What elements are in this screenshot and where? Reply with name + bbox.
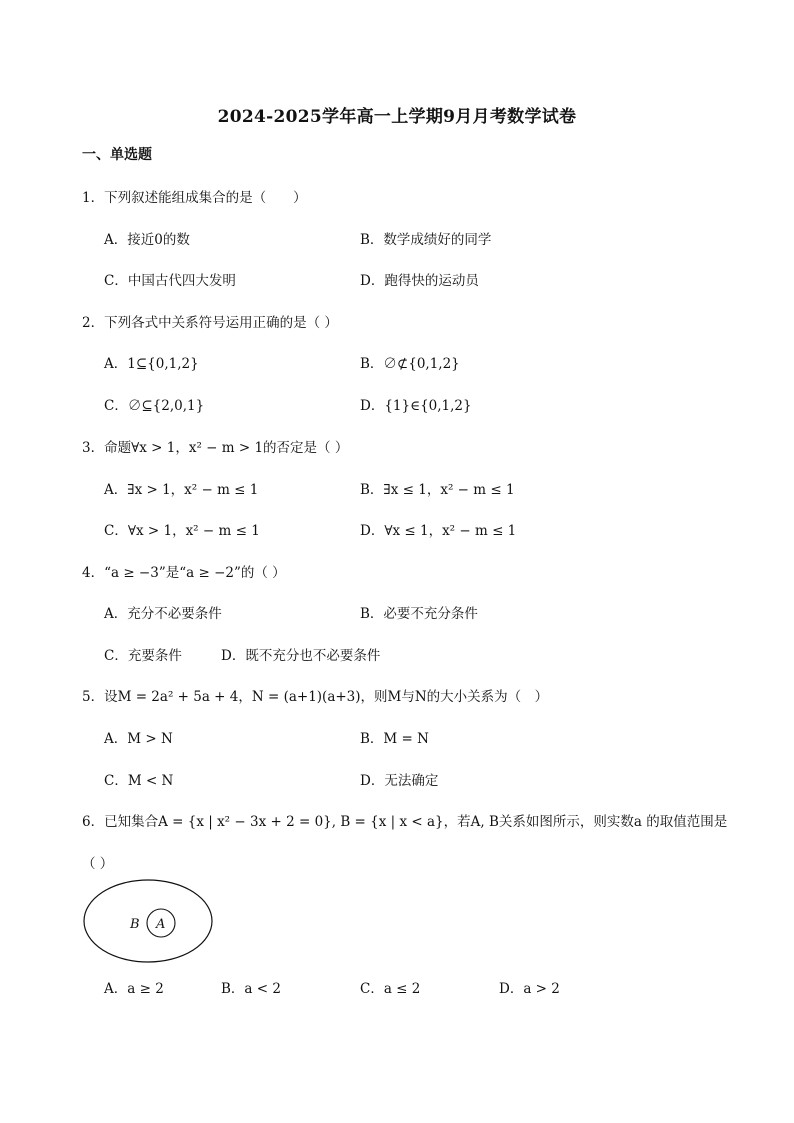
venn-diagram: [82, 878, 214, 964]
question-1-option-d: D．跑得快的运动员: [360, 273, 479, 289]
question-6-option-d: D．a > 2: [499, 981, 560, 997]
question-5-option-c: C．M < N: [104, 773, 174, 789]
question-2-option-d: D．{1}∈{0,1,2}: [360, 398, 472, 414]
venn-label-a: A: [156, 917, 166, 932]
question-3-option-d: D．∀x ≤ 1，x² − m ≤ 1: [360, 523, 517, 539]
question-4-stem: 4．“a ≥ −3”是“a ≥ −2”的（ ）: [82, 565, 286, 581]
question-5-stem: 5．设M = 2a² + 5a + 4，N = (a+1)(a+3)，则M与N的大小关系为（ ）: [82, 689, 549, 705]
question-6-option-b: B．a < 2: [221, 981, 281, 997]
question-1-option-c: C．中国古代四大发明: [104, 273, 236, 289]
section-heading: 一、单选题: [82, 147, 152, 163]
question-3-option-b: B．∃x ≤ 1，x² − m ≤ 1: [360, 482, 515, 498]
question-2-option-c: C．∅⊆{2,0,1}: [104, 398, 205, 414]
page-title: 2024-2025学年高一上学期9月月考数学试卷: [217, 107, 577, 127]
question-2-stem: 2．下列各式中关系符号运用正确的是（ ）: [82, 315, 338, 331]
question-1-stem: 1．下列叙述能组成集合的是（ ）: [82, 190, 307, 206]
question-2-option-b: B．∅⊄{0,1,2}: [360, 356, 460, 372]
question-4-option-b: B．必要不充分条件: [360, 606, 478, 622]
question-6-option-a: A．a ≥ 2: [104, 981, 164, 997]
question-6-option-c: C．a ≤ 2: [360, 981, 421, 997]
question-6-stem-continued: （ ）: [82, 856, 114, 872]
question-6-stem: 6．已知集合A = {x | x² − 3x + 2 = 0}, B = {x | x < a}，若A, B关系如图所示，则实数a 的取值范围是: [82, 814, 728, 830]
question-4-option-c: C．充要条件: [104, 648, 182, 664]
question-3-stem: 3．命题∀x > 1，x² − m > 1的否定是（ ）: [82, 440, 349, 456]
question-5-option-a: A．M > N: [104, 731, 173, 747]
question-3-option-a: A．∃x > 1，x² − m ≤ 1: [104, 482, 259, 498]
venn-outer-ellipse: [84, 880, 212, 962]
question-1-option-a: A．接近0的数: [104, 232, 190, 248]
question-4-option-a: A．充分不必要条件: [104, 606, 222, 622]
question-1-option-b: B．数学成绩好的同学: [360, 232, 492, 248]
question-3-option-c: C．∀x > 1，x² − m ≤ 1: [104, 523, 260, 539]
question-5-option-b: B．M = N: [360, 731, 429, 747]
question-2-option-a: A．1⊆{0,1,2}: [104, 356, 199, 372]
venn-label-b: B: [130, 917, 140, 932]
question-4-option-d: D．既不充分也不必要条件: [221, 648, 381, 664]
question-5-option-d: D．无法确定: [360, 773, 439, 789]
